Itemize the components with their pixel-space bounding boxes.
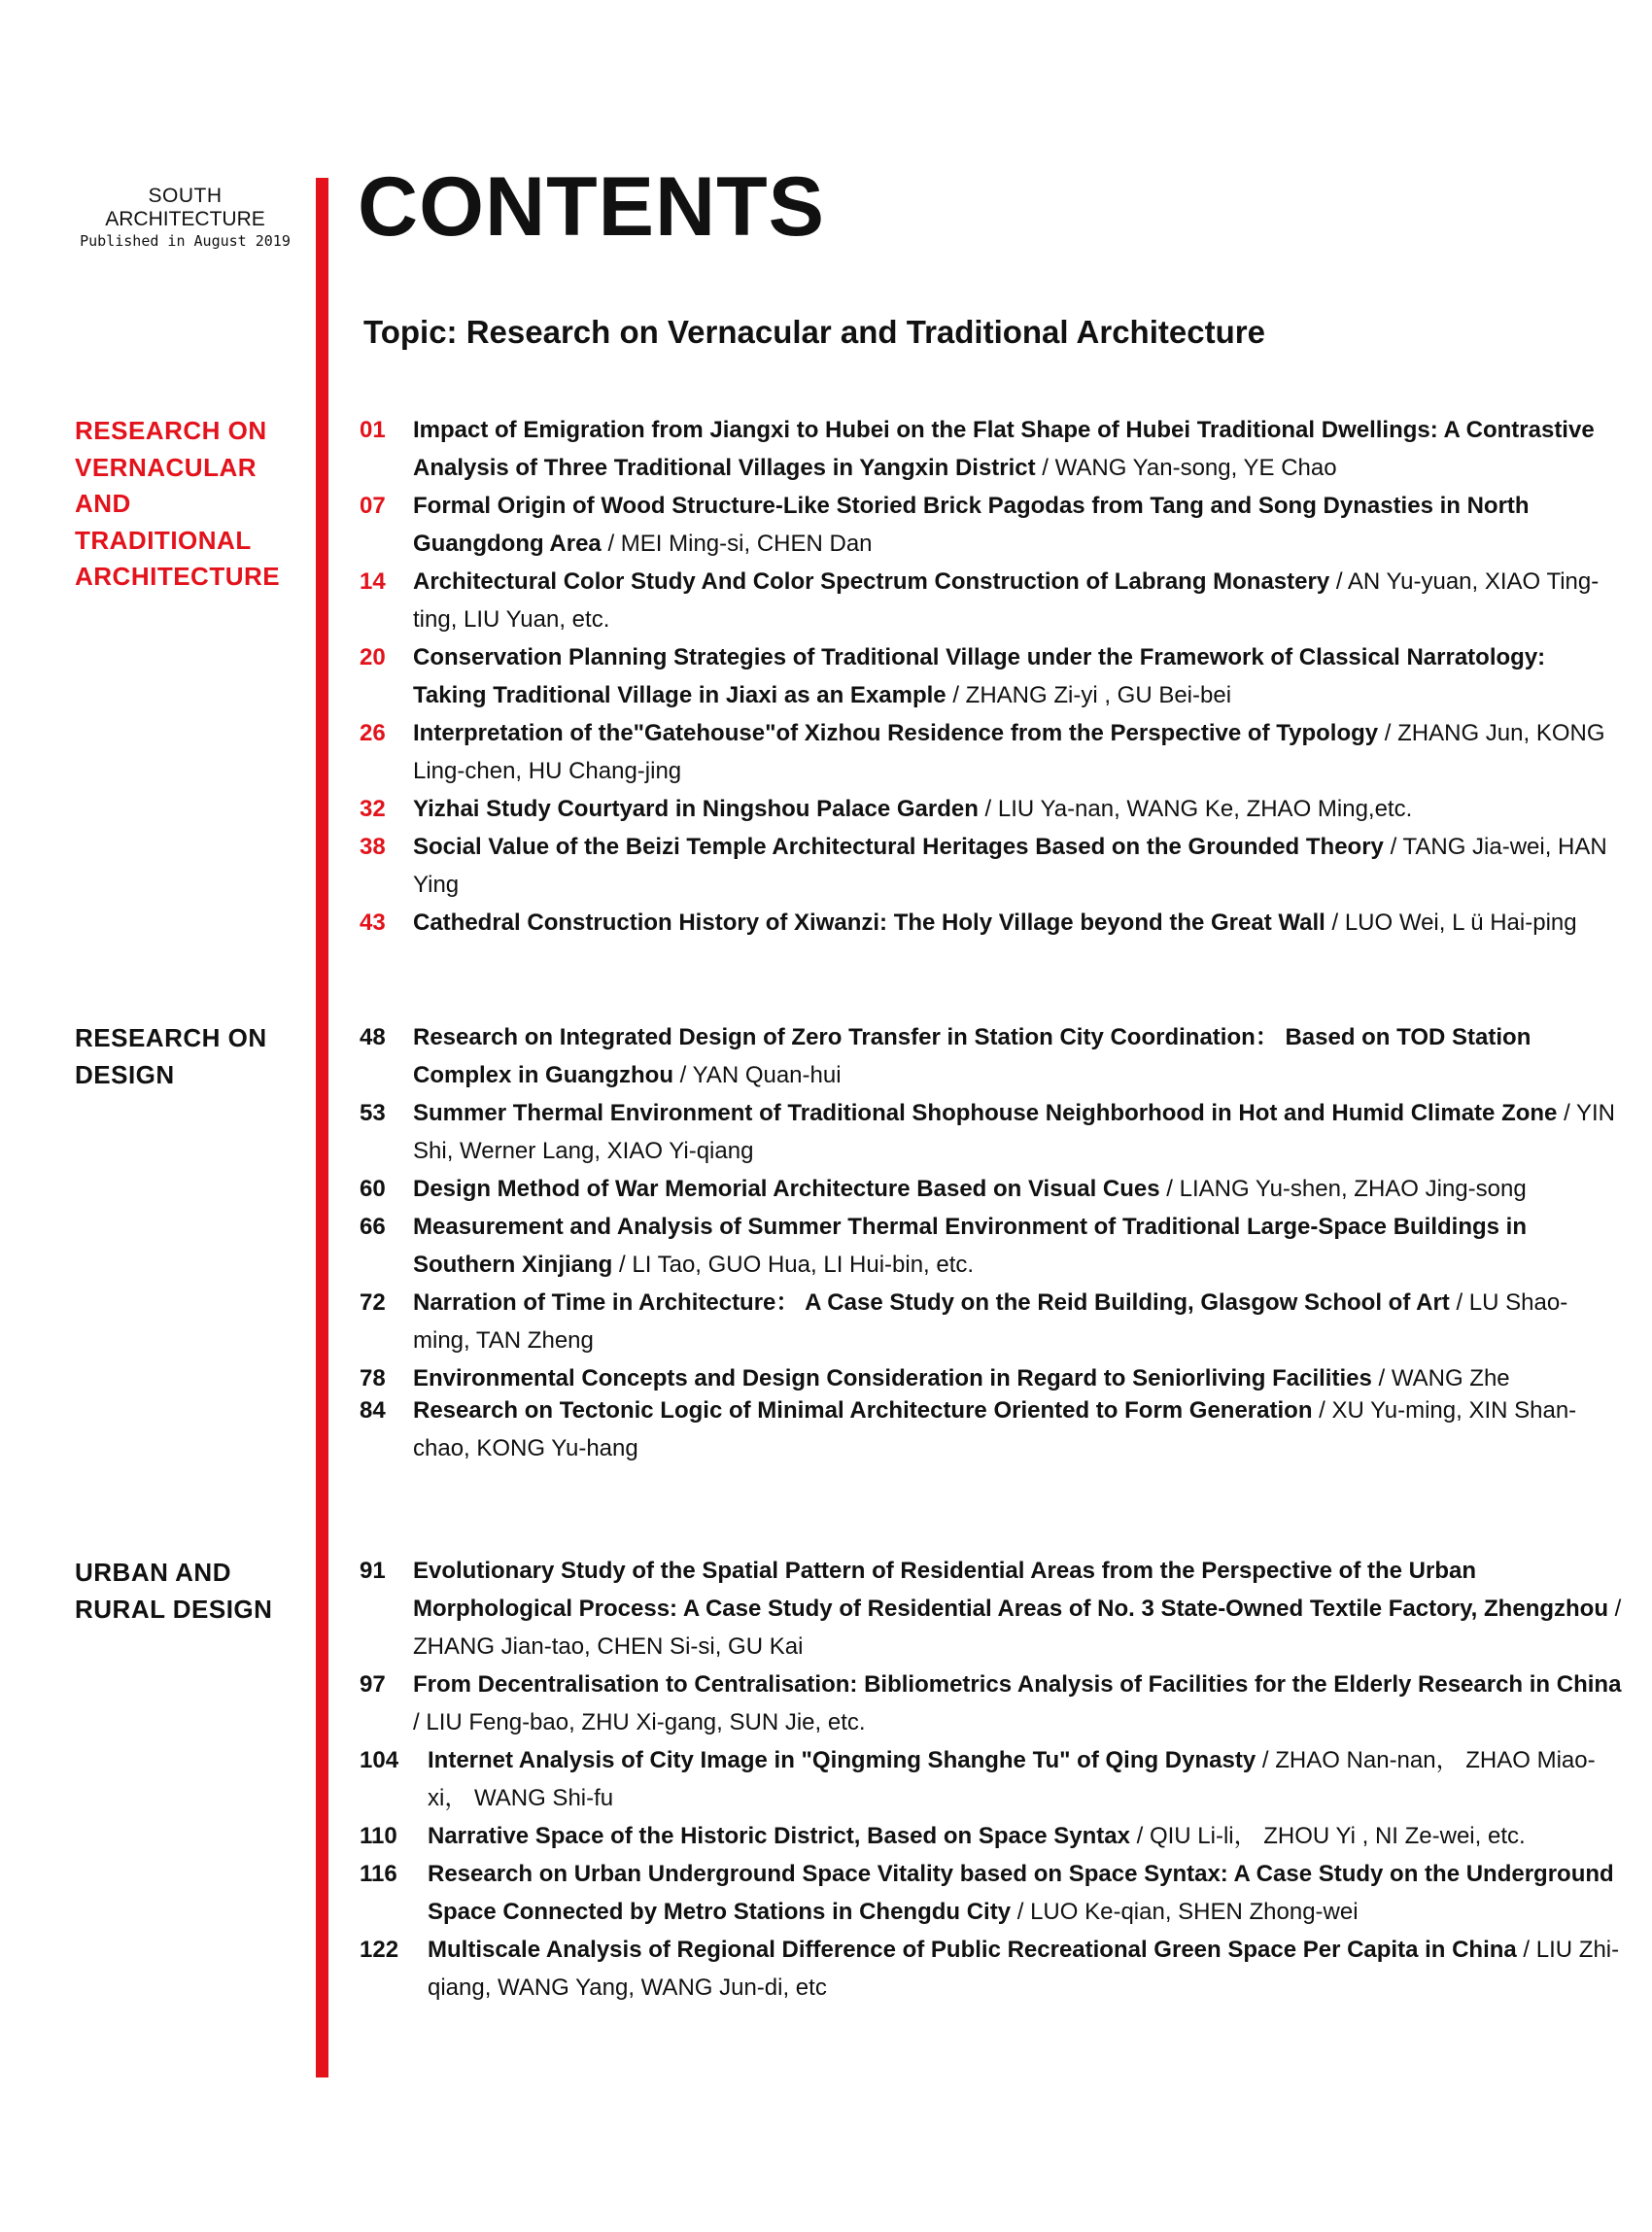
- entry-title: Cathedral Construction History of Xiwanzi: The Holy Village beyond the Great Wall: [413, 910, 1325, 936]
- toc-entry[interactable]: [360, 1208, 1623, 1284]
- entry-authors: QIU Li-li， ZHOU Yi , NI Ze-wei, etc.: [1149, 1823, 1526, 1849]
- entry-body: [360, 1391, 1623, 1467]
- entry-body: [360, 1931, 1623, 2007]
- author-separator: /: [1129, 1823, 1150, 1849]
- entries-urban-rural: [360, 1552, 1623, 2007]
- entry-title: Measurement and Analysis of Summer Thermal Environment of Traditional Large-Space Buildings in Southern Xinjiang: [413, 1214, 1528, 1278]
- page-number: 84: [360, 1397, 386, 1424]
- entry-authors: LIU Ya-nan, WANG Ke, ZHAO Ming,etc.: [997, 796, 1413, 822]
- author-separator: /: [601, 531, 621, 557]
- page-number: 60: [360, 1176, 386, 1202]
- toc-entry[interactable]: [360, 1817, 1623, 1855]
- entry-body: [360, 1855, 1623, 1931]
- entry-title: Research on Tectonic Logic of Minimal Architecture Oriented to Form Generation: [413, 1397, 1313, 1424]
- entry-authors: WANG Yan-song, YE Chao: [1054, 455, 1337, 481]
- author-separator: /: [978, 796, 998, 822]
- page-number: 122: [360, 1937, 399, 1963]
- author-separator: /: [1329, 568, 1348, 595]
- page-number: 91: [360, 1558, 386, 1584]
- entry-title: Design Method of War Memorial Architecture Based on Visual Cues: [413, 1176, 1160, 1202]
- entry-title: From Decentralisation to Centralisation: Bibliometrics Analysis of Facilities for the Elderly Research in China: [413, 1671, 1622, 1698]
- entry-title: Interpretation of the"Gatehouse"of Xizhou Residence from the Perspective of Typology: [413, 720, 1379, 746]
- page-number: 14: [360, 568, 386, 595]
- toc-entry[interactable]: [360, 1552, 1623, 1665]
- entry-authors: WANG Zhe: [1391, 1365, 1510, 1391]
- author-separator: /: [1371, 1365, 1392, 1391]
- entry-body: [360, 1817, 1623, 1855]
- entry-authors: ZHANG Jian-tao, CHEN Si-si, GU Kai: [413, 1633, 804, 1660]
- entry-title: Multiscale Analysis of Regional Difference of Public Recreational Green Space Per Capita in China: [428, 1937, 1517, 1963]
- author-separator: /: [1011, 1899, 1031, 1925]
- entries-design: [360, 1018, 1623, 1467]
- entry-body: [360, 1552, 1623, 1665]
- section-label-vernacular: [75, 413, 308, 596]
- entry-title: Internet Analysis of City Image in "Qingming Shanghe Tu" of Qing Dynasty: [428, 1747, 1256, 1773]
- author-separator: /: [1378, 720, 1398, 746]
- entry-body: [360, 1741, 1623, 1817]
- page-number: 53: [360, 1100, 386, 1126]
- toc-entry[interactable]: [360, 1170, 1623, 1208]
- toc-entry[interactable]: [360, 638, 1623, 714]
- entry-title: Narrative Space of the Historic District, Based on Space Syntax: [428, 1823, 1130, 1849]
- entry-authors: YAN Quan-hui: [692, 1062, 842, 1088]
- toc-entry[interactable]: [360, 487, 1623, 563]
- page-number: 07: [360, 493, 386, 519]
- section-label-line: AND: [75, 489, 131, 518]
- page-number: 38: [360, 834, 386, 860]
- toc-entry[interactable]: [360, 411, 1623, 487]
- entry-title: Evolutionary Study of the Spatial Pattern of Residential Areas from the Perspective of the Urban Morphological Process: A Case Study of Residential Areas of No. 3 State-Owned Textile Factory, Zhengzhou: [413, 1558, 1608, 1622]
- entry-body: [360, 1018, 1623, 1094]
- entry-title: Social Value of the Beizi Temple Architectural Heritages Based on the Grounded Theory: [413, 834, 1384, 860]
- entry-body: [360, 1284, 1623, 1359]
- author-separator: /: [673, 1062, 693, 1088]
- entry-authors: LIU Zhi-qiang, WANG Yang, WANG Jun-di, etc: [428, 1937, 1620, 2001]
- entries-vernacular: [360, 411, 1623, 942]
- entry-title: Narration of Time in Architecture： A Case Study on the Reid Building, Glasgow School of Art: [413, 1289, 1450, 1316]
- page-number: 32: [360, 796, 386, 822]
- page-number: 20: [360, 644, 386, 670]
- entry-title: Conservation Planning Strategies of Traditional Village under the Framework of Classical Narratology: Taking Traditional Village in Jiaxi as an Example: [413, 644, 1546, 708]
- entry-authors: LIANG Yu-shen, ZHAO Jing-song: [1179, 1176, 1527, 1202]
- entry-body: [360, 563, 1623, 638]
- section-label-line: VERNACULAR: [75, 452, 257, 482]
- page-number: 110: [360, 1823, 397, 1849]
- page-number: 01: [360, 417, 386, 443]
- section-label-line: RESEARCH ON: [75, 1023, 267, 1052]
- entry-authors: ZHANG Zi-yi , GU Bei-bei: [965, 682, 1232, 708]
- entry-body: [360, 1094, 1623, 1170]
- author-separator: /: [946, 682, 966, 708]
- entry-body: [360, 1208, 1623, 1284]
- author-separator: /: [1383, 834, 1403, 860]
- entry-authors: TANG Jia-wei, HAN Ying: [413, 834, 1607, 898]
- section-label-design: [75, 1020, 308, 1093]
- section-label-line: RESEARCH ON: [75, 416, 267, 445]
- topic-heading: Topic: Research on Vernacular and Traditional Architecture: [363, 314, 1265, 350]
- toc-entry[interactable]: [360, 904, 1623, 942]
- author-separator: /: [1557, 1100, 1576, 1126]
- entry-title: Environmental Concepts and Design Consideration in Regard to Seniorliving Facilities: [413, 1365, 1372, 1391]
- page-number: 97: [360, 1671, 386, 1698]
- toc-entry[interactable]: [360, 1665, 1623, 1741]
- masthead-line-1: SOUTH: [148, 185, 223, 207]
- section-label-line: URBAN AND: [75, 1558, 231, 1587]
- entry-authors: AN Yu-yuan, XIAO Ting-ting, LIU Yuan, etc.: [413, 568, 1600, 633]
- masthead: [56, 185, 314, 250]
- toc-entry[interactable]: [360, 1741, 1623, 1817]
- toc-entry[interactable]: [360, 1284, 1623, 1359]
- section-label-line: TRADITIONAL: [75, 525, 252, 555]
- entry-title: Research on Integrated Design of Zero Transfer in Station City Coordination： Based on TOD Station Complex in Guangzhou: [413, 1024, 1532, 1088]
- page-number: 116: [360, 1861, 397, 1887]
- section-label-line: DESIGN: [75, 1059, 175, 1089]
- author-separator: /: [1608, 1596, 1622, 1622]
- red-vertical-rule: [316, 178, 328, 2077]
- entry-body: [360, 487, 1623, 563]
- author-separator: /: [1516, 1937, 1536, 1963]
- page-number: 72: [360, 1289, 386, 1316]
- entry-authors: LUO Ke-qian, SHEN Zhong-wei: [1030, 1899, 1359, 1925]
- entry-title: Yizhai Study Courtyard in Ningshou Palace Garden: [413, 796, 979, 822]
- entry-authors: LI Tao, GUO Hua, LI Hui-bin, etc.: [632, 1252, 975, 1278]
- entry-body: [360, 714, 1623, 790]
- author-separator: /: [1449, 1289, 1469, 1316]
- entry-authors: XU Yu-ming, XIN Shan-chao, KONG Yu-hang: [413, 1397, 1577, 1461]
- section-label-line: RURAL DESIGN: [75, 1594, 273, 1624]
- toc-entry[interactable]: [360, 790, 1623, 828]
- page-number: 78: [360, 1365, 386, 1391]
- author-separator: /: [612, 1252, 633, 1278]
- entry-authors: MEI Ming-si, CHEN Dan: [620, 531, 873, 557]
- entry-title: Architectural Color Study And Color Spectrum Construction of Labrang Monastery: [413, 568, 1330, 595]
- entry-body: [360, 638, 1623, 714]
- page-number: 104: [360, 1747, 399, 1773]
- section-label-urban-rural: [75, 1555, 308, 1628]
- toc-entry[interactable]: [360, 1391, 1623, 1467]
- entry-authors: ZHAO Nan-nan， ZHAO Miao-xi， WANG Shi-fu: [428, 1747, 1596, 1811]
- entry-body: [360, 1665, 1623, 1741]
- entry-title: Impact of Emigration from Jiangxi to Hubei on the Flat Shape of Hubei Traditional Dwellings: A Contrastive Analysis of Three Traditional Villages in Yangxin District: [413, 417, 1595, 481]
- entry-title: Summer Thermal Environment of Traditional Shophouse Neighborhood in Hot and Humid Climate Zone: [413, 1100, 1558, 1126]
- toc-entry[interactable]: [360, 1094, 1623, 1170]
- author-separator: /: [1312, 1397, 1332, 1424]
- publication-date: Published in August 2019: [80, 232, 291, 251]
- section-label-line: ARCHITECTURE: [75, 562, 281, 591]
- entry-title: Research on Urban Underground Space Vitality based on Space Syntax: A Case Study on the Underground Space Connected by Metro Stations in Chengdu City: [428, 1861, 1614, 1925]
- entry-authors: LIU Feng-bao, ZHU Xi-gang, SUN Jie, etc.: [426, 1709, 866, 1735]
- entry-body: [360, 1170, 1623, 1208]
- toc-entry[interactable]: [360, 828, 1623, 904]
- author-separator: /: [1159, 1176, 1180, 1202]
- page-title: CONTENTS: [358, 160, 825, 254]
- author-separator: /: [413, 1709, 427, 1735]
- entry-body: [360, 828, 1623, 904]
- entry-authors: LUO Wei, L ü Hai-ping: [1344, 910, 1577, 936]
- toc-entry[interactable]: [360, 563, 1623, 638]
- author-separator: /: [1035, 455, 1055, 481]
- entry-body: [360, 790, 1623, 828]
- masthead-line-2: ARCHITECTURE: [105, 207, 265, 230]
- page-number: 43: [360, 910, 386, 936]
- author-separator: /: [1325, 910, 1345, 936]
- toc-entry[interactable]: [360, 1018, 1623, 1094]
- entry-body: [360, 411, 1623, 487]
- entry-authors: YIN Shi, Werner Lang, XIAO Yi-qiang: [413, 1100, 1615, 1164]
- toc-entry[interactable]: [360, 1855, 1623, 1931]
- entry-title: Formal Origin of Wood Structure-Like Storied Brick Pagodas from Tang and Song Dynasties in North Guangdong Area: [413, 493, 1530, 557]
- toc-entry[interactable]: [360, 1931, 1623, 2007]
- entry-authors: ZHANG Jun, KONG Ling-chen, HU Chang-jing: [413, 720, 1605, 784]
- page-number: 26: [360, 720, 386, 746]
- entry-authors: LU Shao-ming, TAN Zheng: [413, 1289, 1568, 1354]
- page-number: 48: [360, 1024, 386, 1050]
- page-number: 66: [360, 1214, 386, 1240]
- toc-entry[interactable]: [360, 714, 1623, 790]
- entry-body: [360, 904, 1623, 942]
- author-separator: /: [1256, 1747, 1276, 1773]
